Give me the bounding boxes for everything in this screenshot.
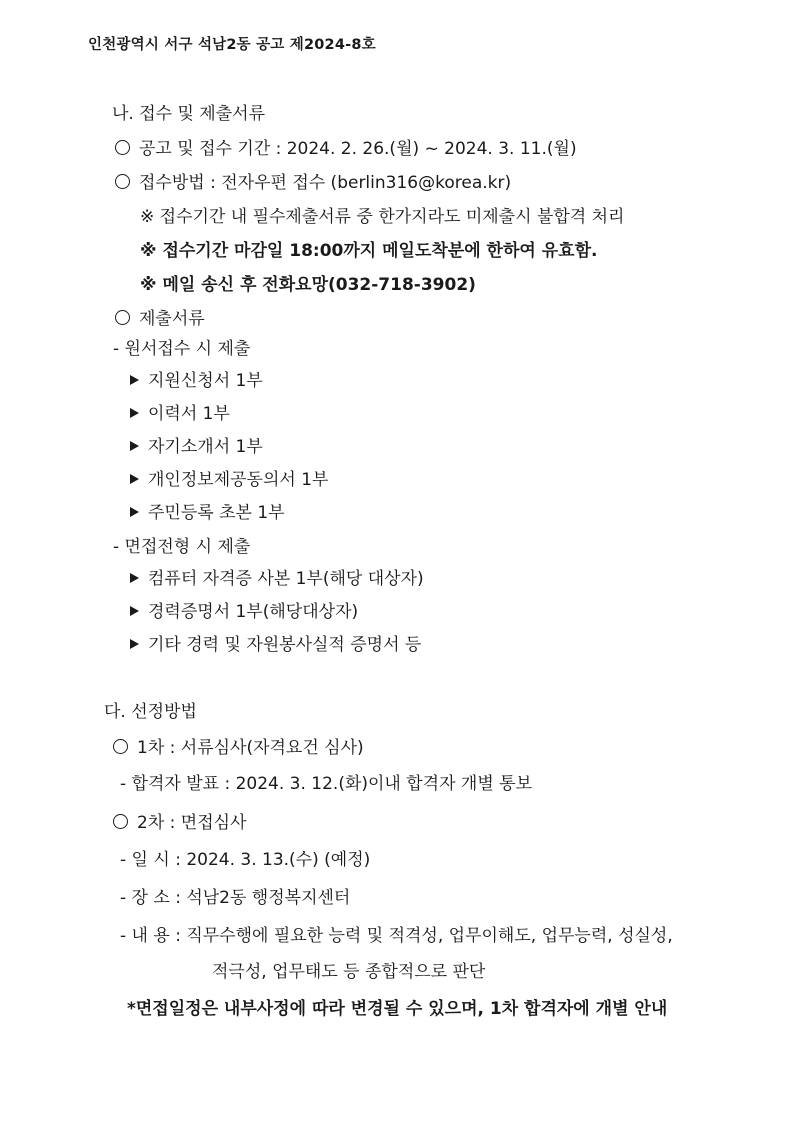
- footnote: *면접일정은 내부사정에 따라 변경될 수 있으며, 1차 합격자에 개별 안내: [127, 999, 668, 1019]
- triangle-bullet-icon: [130, 474, 139, 484]
- list-item-text: 개인정보제공동의서 1부: [148, 470, 329, 490]
- interview-date: - 일 시 : 2024. 3. 13.(수) (예정): [120, 850, 371, 870]
- list-item-text: 지원신청서 1부: [148, 371, 263, 391]
- list-item-text: 기타 경력 및 자원봉사실적 증명서 등: [148, 635, 422, 655]
- period-text: 공고 및 접수 기간 : 2024. 2. 26.(월) ~ 2024. 3. 11.(월): [139, 139, 577, 159]
- list-item: [130, 403, 230, 425]
- application-heading: - 원서접수 시 제출: [113, 339, 251, 359]
- round1-result: - 합격자 발표 : 2024. 3. 12.(화)이내 합격자 개별 통보: [120, 774, 533, 794]
- list-item: [130, 436, 263, 458]
- list-item-text: 주민등록 초본 1부: [148, 503, 285, 523]
- list-item: [130, 634, 421, 656]
- note-line: ※ 접수기간 내 필수제출서류 중 한가지라도 미제출시 불합격 처리: [140, 207, 625, 227]
- list-item-text: 자기소개서 1부: [148, 437, 263, 457]
- circle-bullet-icon: [113, 739, 128, 754]
- method-text: 접수방법 : 전자우편 접수 (berlin316@korea.kr): [139, 173, 512, 193]
- circle-bullet-icon: [115, 140, 130, 155]
- list-item: [130, 601, 358, 623]
- round2-line: [113, 812, 246, 834]
- docs-title-line: [115, 308, 205, 330]
- list-item: [130, 370, 263, 392]
- triangle-bullet-icon: [130, 639, 139, 649]
- circle-bullet-icon: [115, 174, 130, 189]
- interview-content-continued: 적극성, 업무태도 등 종합적으로 판단: [212, 962, 486, 982]
- circle-bullet-icon: [115, 310, 130, 325]
- interview-place: - 장 소 : 석남2동 행정복지센터: [120, 888, 351, 908]
- section-na-title: 나. 접수 및 제출서류: [112, 104, 265, 124]
- docs-title: 제출서류: [139, 309, 205, 329]
- round1-line: [113, 737, 364, 759]
- triangle-bullet-icon: [130, 375, 139, 385]
- triangle-bullet-icon: [130, 606, 139, 616]
- period-line: [115, 138, 577, 160]
- method-line: [115, 172, 511, 194]
- note-line-bold: ※ 접수기간 마감일 18:00까지 메일도착분에 한하여 유효함.: [140, 241, 598, 261]
- circle-bullet-icon: [113, 814, 128, 829]
- list-item-text: 컴퓨터 자격증 사본 1부(해당 대상자): [148, 569, 424, 589]
- list-item: [130, 469, 328, 491]
- triangle-bullet-icon: [130, 441, 139, 451]
- triangle-bullet-icon: [130, 507, 139, 517]
- section-da-title: 다. 선정방법: [104, 702, 197, 722]
- triangle-bullet-icon: [130, 408, 139, 418]
- round1-text: 1차 : 서류심사(자격요건 심사): [137, 738, 364, 758]
- round2-text: 2차 : 면접심사: [137, 813, 247, 833]
- note-line-bold: ※ 메일 송신 후 전화요망(032-718-3902): [140, 275, 476, 295]
- interview-content: - 내 용 : 직무수행에 필요한 능력 및 적격성, 업무이해도, 업무능력, 성실성,: [120, 926, 673, 946]
- interview-heading: - 면접전형 시 제출: [113, 537, 251, 557]
- list-item: [130, 502, 285, 524]
- list-item-text: 이력서 1부: [148, 404, 230, 424]
- list-item-text: 경력증명서 1부(해당대상자): [148, 602, 359, 622]
- list-item: [130, 568, 424, 590]
- triangle-bullet-icon: [130, 573, 139, 583]
- notice-header: 인천광역시 서구 석남2동 공고 제2024-8호: [88, 37, 376, 53]
